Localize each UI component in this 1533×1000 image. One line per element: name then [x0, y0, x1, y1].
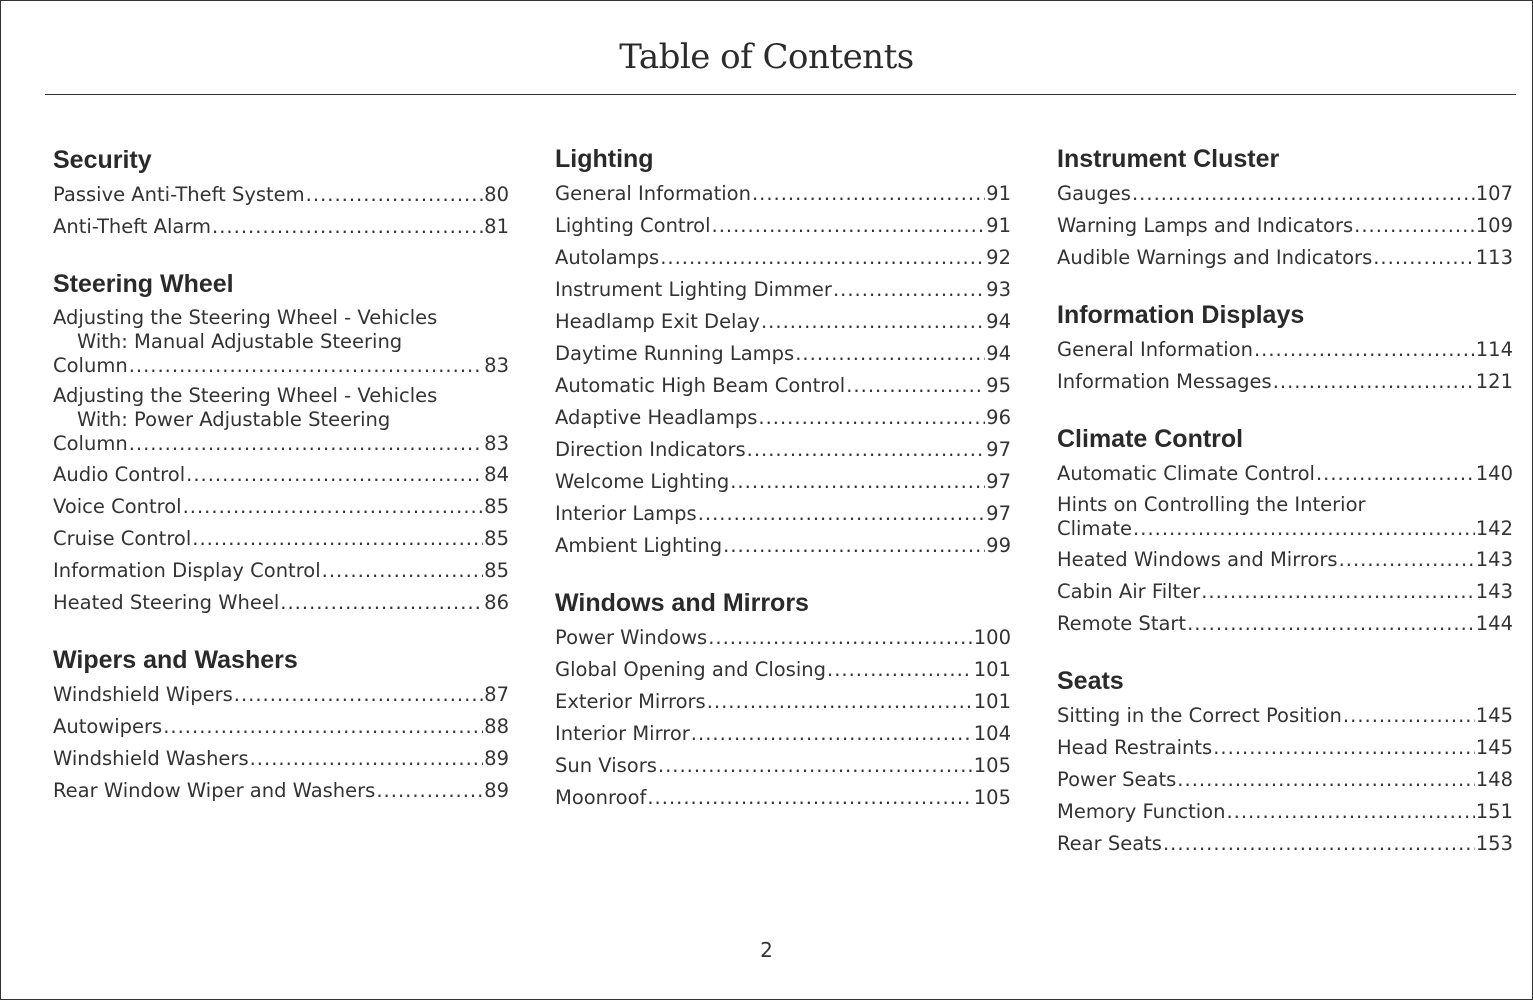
entry-page: 97: [986, 438, 1011, 461]
entry-title: Lighting Control: [555, 214, 711, 237]
dot-leader: [1354, 214, 1475, 238]
entry-title: Cabin Air Filter: [1057, 580, 1201, 603]
dot-leader: [1187, 612, 1475, 636]
dot-leader: [322, 559, 484, 583]
entry-title: Automatic Climate Control: [1057, 462, 1315, 485]
toc-entry[interactable]: [53, 491, 509, 523]
dot-leader: [212, 215, 483, 239]
dot-leader: [707, 690, 973, 714]
dot-leader: [723, 534, 985, 558]
toc-entry[interactable]: [53, 775, 509, 807]
entry-title: Exterior Mirrors: [555, 690, 706, 713]
entry-page: 104: [973, 722, 1011, 745]
entry-title: Interior Mirror: [555, 722, 690, 745]
toc-entry[interactable]: [53, 587, 509, 619]
toc-column-1: [53, 141, 509, 829]
entry-page: 81: [484, 215, 509, 238]
toc-entry[interactable]: [53, 555, 509, 587]
toc-entry[interactable]: [555, 434, 1011, 466]
entry-page: 101: [973, 690, 1011, 713]
page-number: 2: [760, 938, 773, 962]
toc-entry[interactable]: [1057, 732, 1513, 764]
dot-leader: [129, 432, 483, 456]
entry-title: Audible Warnings and Indicators: [1057, 246, 1373, 269]
dot-leader: [1177, 768, 1474, 792]
toc-entry[interactable]: [1057, 458, 1513, 490]
toc-entry[interactable]: [555, 178, 1011, 210]
dot-leader: [1133, 517, 1475, 541]
entry-title-line: With: Power Adjustable Steering: [77, 408, 391, 431]
entry-title: Moonroof: [555, 786, 647, 809]
entry-title-line: Hints on Controlling the Interior: [1057, 493, 1366, 516]
entry-title: Direction Indicators: [555, 438, 746, 461]
entry-title: Rear Seats: [1057, 832, 1162, 855]
entry-page: 85: [484, 495, 509, 518]
entry-title: Heated Windows and Mirrors: [1057, 548, 1338, 571]
toc-entry[interactable]: [555, 274, 1011, 306]
entry-title: Audio Control: [53, 463, 186, 486]
dot-leader: [1316, 462, 1475, 486]
entry-title: Remote Start: [1057, 612, 1187, 635]
entry-title: General Information: [1057, 338, 1253, 361]
entry-page: 96: [986, 406, 1011, 429]
toc-entry[interactable]: [1057, 576, 1513, 608]
toc-entry[interactable]: [1057, 764, 1513, 796]
toc-entry[interactable]: [1057, 608, 1513, 640]
entry-title-line: Climate: [1057, 517, 1133, 540]
toc-entry[interactable]: [1057, 178, 1513, 210]
entry-page: 85: [484, 527, 509, 550]
toc-section: [53, 265, 509, 619]
entry-page: 153: [1475, 832, 1513, 855]
entry-page: 114: [1475, 338, 1513, 361]
entry-page: 145: [1475, 736, 1513, 759]
entry-page: 91: [986, 182, 1011, 205]
toc-entry[interactable]: [555, 750, 1011, 782]
toc-entry[interactable]: [53, 711, 509, 743]
toc-entry[interactable]: [53, 459, 509, 491]
toc-entry[interactable]: [555, 782, 1011, 814]
entry-page: 91: [986, 214, 1011, 237]
dot-leader: [306, 183, 484, 207]
toc-entry[interactable]: [555, 654, 1011, 686]
dot-leader: [1339, 548, 1475, 572]
toc-entry[interactable]: [53, 523, 509, 555]
entry-page: 92: [986, 246, 1011, 269]
entry-title: Warning Lamps and Indicators: [1057, 214, 1354, 237]
entry-title: Anti-Theft Alarm: [53, 215, 212, 238]
entry-page: 107: [1475, 182, 1513, 205]
toc-section: [555, 584, 1011, 814]
dot-leader: [698, 502, 985, 526]
toc-entry[interactable]: [1057, 700, 1513, 732]
entry-page: 89: [484, 747, 509, 770]
dot-leader: [691, 722, 973, 746]
entry-title: Automatic High Beam Control: [555, 374, 846, 397]
dot-leader: [376, 779, 483, 803]
dot-leader: [795, 342, 985, 366]
entry-page: 101: [973, 658, 1011, 681]
entry-page: 97: [986, 502, 1011, 525]
dot-leader: [1226, 800, 1474, 824]
entry-page: 121: [1475, 370, 1513, 393]
entry-title: Windshield Wipers: [53, 683, 233, 706]
toc-section: [1057, 140, 1513, 274]
entry-page: 94: [986, 310, 1011, 333]
entry-page: 105: [973, 754, 1011, 777]
toc-entry[interactable]: [53, 179, 509, 211]
entry-page: 80: [484, 183, 509, 206]
toc-entry[interactable]: [53, 381, 509, 459]
entry-title: Autowipers: [53, 715, 163, 738]
entry-title: Windshield Washers: [53, 747, 249, 770]
entry-page: 105: [973, 786, 1011, 809]
entry-title: General Information: [555, 182, 751, 205]
dot-leader: [1343, 704, 1475, 728]
entry-title: Sitting in the Correct Position: [1057, 704, 1342, 727]
entry-page: 83: [484, 432, 509, 455]
toc-entry[interactable]: [1057, 210, 1513, 242]
entry-page: 148: [1475, 768, 1513, 791]
toc-entry[interactable]: [555, 530, 1011, 562]
dot-leader: [833, 278, 985, 302]
entry-title-line: Adjusting the Steering Wheel - Vehicles: [53, 306, 438, 329]
entry-page: 109: [1475, 214, 1513, 237]
entry-title: Heated Steering Wheel: [53, 591, 280, 614]
title-divider: [45, 94, 1516, 95]
toc-entry[interactable]: [555, 370, 1011, 402]
entry-page: 89: [484, 779, 509, 802]
entry-title: Information Messages: [1057, 370, 1272, 393]
dot-leader: [647, 786, 972, 810]
dot-leader: [758, 406, 985, 430]
toc-entry[interactable]: [53, 211, 509, 243]
dot-leader: [1163, 832, 1475, 856]
dot-leader: [129, 354, 483, 378]
dot-leader: [658, 754, 973, 778]
toc-entry[interactable]: [1057, 334, 1513, 366]
section-heading: Steering Wheel: [53, 270, 234, 298]
entry-title: Passive Anti-Theft System: [53, 183, 305, 206]
dot-leader: [1254, 338, 1475, 362]
entry-page: 145: [1475, 704, 1513, 727]
entry-last-line: [53, 432, 509, 456]
dot-leader: [280, 591, 483, 615]
section-heading: Windows and Mirrors: [555, 589, 809, 617]
entry-page: 84: [484, 463, 509, 486]
entry-title: Sun Visors: [555, 754, 657, 777]
toc-entry[interactable]: [1057, 490, 1513, 544]
entry-title: Rear Window Wiper and Washers: [53, 779, 376, 802]
entry-title: Instrument Lighting Dimmer: [555, 278, 832, 301]
dot-leader: [752, 182, 985, 206]
entry-page: 140: [1475, 462, 1513, 485]
entry-page: 144: [1475, 612, 1513, 635]
toc-entry[interactable]: [555, 242, 1011, 274]
toc-column-2: [555, 140, 1011, 836]
toc-entry[interactable]: [555, 338, 1011, 370]
dot-leader: [730, 470, 985, 494]
section-heading: Seats: [1057, 667, 1124, 695]
entry-title: Information Display Control: [53, 559, 321, 582]
dot-leader: [708, 626, 973, 650]
toc-entry[interactable]: [555, 498, 1011, 530]
entry-title: Power Windows: [555, 626, 708, 649]
toc-entry[interactable]: [53, 303, 509, 381]
toc-section: [1057, 420, 1513, 640]
toc-entry[interactable]: [555, 718, 1011, 750]
section-heading: Security: [53, 146, 152, 174]
entry-page: 143: [1475, 580, 1513, 603]
toc-entry[interactable]: [555, 622, 1011, 654]
toc-entry[interactable]: [555, 210, 1011, 242]
entry-page: 99: [986, 534, 1011, 557]
entry-page: 97: [986, 470, 1011, 493]
entry-title: Power Seats: [1057, 768, 1177, 791]
toc-entry[interactable]: [1057, 242, 1513, 274]
toc-entry[interactable]: [555, 466, 1011, 498]
entry-title-line: Column: [53, 432, 128, 455]
entry-title: Memory Function: [1057, 800, 1226, 823]
entry-page: 94: [986, 342, 1011, 365]
dot-leader: [192, 527, 483, 551]
dot-leader: [1132, 182, 1475, 206]
entry-title: Cruise Control: [53, 527, 192, 550]
toc-section: [53, 641, 509, 807]
toc-entry[interactable]: [53, 743, 509, 775]
entry-title: Gauges: [1057, 182, 1131, 205]
dot-leader: [1213, 736, 1475, 760]
entry-page: 95: [986, 374, 1011, 397]
section-heading: Lighting: [555, 145, 654, 173]
toc-entry[interactable]: [555, 686, 1011, 718]
entry-page: 85: [484, 559, 509, 582]
toc-entry[interactable]: [555, 306, 1011, 338]
entry-title-line: Column: [53, 354, 128, 377]
entry-title: Autolamps: [555, 246, 660, 269]
entry-page: 142: [1475, 517, 1513, 540]
dot-leader: [1273, 370, 1475, 394]
entry-title: Voice Control: [53, 495, 182, 518]
entry-page: 93: [986, 278, 1011, 301]
dot-leader: [186, 463, 483, 487]
section-heading: Instrument Cluster: [1057, 145, 1280, 173]
toc-entry[interactable]: [1057, 544, 1513, 576]
toc-entry[interactable]: [1057, 366, 1513, 398]
toc-section: [555, 140, 1011, 562]
dot-leader: [250, 747, 484, 771]
dot-leader: [1201, 580, 1475, 604]
entry-page: 88: [484, 715, 509, 738]
entry-title: Daytime Running Lamps: [555, 342, 795, 365]
entry-title: Ambient Lighting: [555, 534, 723, 557]
dot-leader: [761, 310, 985, 334]
toc-entry[interactable]: [53, 679, 509, 711]
entry-title: Interior Lamps: [555, 502, 697, 525]
toc-section: [1057, 662, 1513, 860]
toc-entry[interactable]: [555, 402, 1011, 434]
entry-page: 113: [1475, 246, 1513, 269]
entry-page: 100: [973, 626, 1011, 649]
toc-column-3: [1057, 140, 1513, 882]
dot-leader: [660, 246, 985, 270]
dot-leader: [827, 658, 973, 682]
entry-title: Global Opening and Closing: [555, 658, 827, 681]
section-heading: Information Displays: [1057, 301, 1305, 329]
toc-section: [1057, 296, 1513, 398]
toc-entry[interactable]: [1057, 796, 1513, 828]
entry-page: 143: [1475, 548, 1513, 571]
entry-title: Welcome Lighting: [555, 470, 730, 493]
entry-title: Head Restraints: [1057, 736, 1213, 759]
entry-last-line: [1057, 517, 1513, 541]
section-heading: Wipers and Washers: [53, 646, 298, 674]
entry-title: Adaptive Headlamps: [555, 406, 758, 429]
dot-leader: [1373, 246, 1475, 270]
entry-page: 87: [484, 683, 509, 706]
dot-leader: [163, 715, 483, 739]
entry-title-line: With: Manual Adjustable Steering: [77, 330, 403, 353]
entry-page: 151: [1475, 800, 1513, 823]
entry-last-line: [53, 354, 509, 378]
dot-leader: [747, 438, 986, 462]
entry-page: 83: [484, 354, 509, 377]
toc-section: [53, 141, 509, 243]
dot-leader: [712, 214, 986, 238]
entry-title: Headlamp Exit Delay: [555, 310, 760, 333]
entry-title-line: Adjusting the Steering Wheel - Vehicles: [53, 384, 438, 407]
page-title: Table of Contents: [619, 37, 914, 77]
dot-leader: [846, 374, 985, 398]
entry-page: 86: [484, 591, 509, 614]
dot-leader: [234, 683, 483, 707]
dot-leader: [183, 495, 484, 519]
section-heading: Climate Control: [1057, 425, 1244, 453]
toc-entry[interactable]: [1057, 828, 1513, 860]
